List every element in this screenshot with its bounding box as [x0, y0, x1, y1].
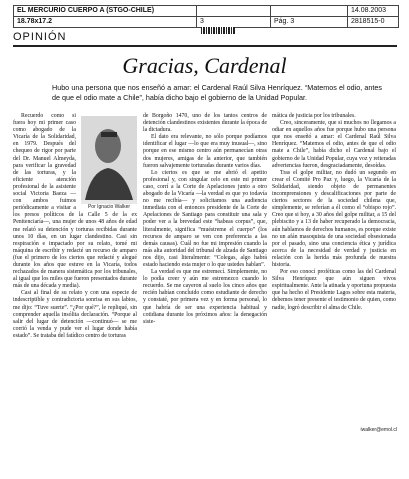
paragraph: La verdad es que me estremecí. Simplemente, no lo podía creer y aún me estremezco cuando lo recuerdo. Se me cayeron al suelo los cinco años que recién habían concluido como estudiante de derecho y constaté, por primera vez y en forma personal, lo que habría de ser una experiencia habitual y cotidiana durante los próximos años: la denegación siste-	[143, 269, 267, 325]
page-number: Pág. 3	[271, 17, 348, 27]
paragraph: mática de justicia por los tribunales.	[272, 113, 356, 119]
meta-row-2	[14, 16, 398, 27]
meta-empty-1	[197, 6, 271, 16]
barcode-icon	[201, 27, 235, 34]
photo-caption: Por Ignacio Walker	[81, 204, 137, 210]
newspaper-name: EL MERCURIO CUERPO A (STGO-CHILE)	[14, 6, 197, 16]
clip-count: 3	[197, 17, 271, 27]
paragraph: Creo, sinceramente, que si muchos no llegamos a odiar en aquellos años fue porque hubo una persona que nos enseñó a amar: el Cardenal Raúl Silva Henríquez. “Matemos el odio, antes de que el odio mate a Chile”, había dicho el Cardenal bajo el gobierno de la Unidad Popular, cuya voz y reiteradas advertencias fueron, desgraciadamente, desoídas.	[272, 120, 396, 169]
paragraph: Tras el golpe militar, no dudó un segundo en crear el Comité Pro Paz y, luego, la Vicaría de la Solidaridad, siendo objeto de permanentes incomprensiones y descalificaciones por parte de ciertos sectores de la sociedad chilena que, simplemente, se referían a él como el “obispo rojo”. Creo que si hoy, a 30 años del golpe militar, a 15 del plebiscito y a 13 de haber recuperado la democracia, aún hablamos de derechos humanos, es porque existe no un afán masoquista de una sociedad obsesionada por el pasado, sino una conciencia ética y jurídica acerca de la necesidad de verdad y justicia en relación con la herida más profunda de nuestra historia.	[272, 169, 396, 268]
paragraph: Casi al final de su relato y con una especie de indescriptible y contradictoria sonrisa en sus labios, me dijo: “Tuve suerte”. “¿Por qué?”, le repliqué, sin comprender aquella insólita declaración. “Porque al salir del lugar de detención —continuó— se me corrió la venda y pude ver el lugar donde había estado”. Se trataba del fatídico centro de torturas	[13, 290, 137, 339]
paragraph: El dato era relevante, no sólo porque podíamos identificar el lugar —lo que era muy inusual—, sino porque en ese mismo centro aún permanecían otras dos mujeres, amigas de la anterior, que también fueron salvajemente torturadas durante varios días.	[143, 134, 267, 169]
section-label: OPINIÓN	[13, 31, 67, 43]
clip-dimensions: 18.78x17.2	[14, 17, 197, 27]
author-email: iwalker@emol.cl	[360, 427, 397, 433]
article-title: Gracias, Cardenal	[122, 53, 287, 78]
header-meta-table	[13, 5, 399, 28]
meta-empty-2	[271, 6, 348, 16]
meta-row-1	[14, 6, 398, 16]
author-photo	[81, 116, 137, 210]
section-rule	[13, 45, 397, 47]
paragraph: Recuerdo como si fuera hoy mi primer caso como abogado de la Vicaría de la Solidaridad, en 1979. Después del chequeo de rigor por parte del Dr. Manuel Almeyda, para verificar la gravedad de las torturas, y la eficiente atención profesional de la asistente social Victoria Baeza —con ambos fuimos periódicamente a visitar a los presos políticos de la Calle 5 de la ex Penitenciaría—, una mujer de unos 48 años de edad me relató su detención y torturas recibidas durante unos 10 días, en un lugar clandestino. Casi sin respiración e impactado por su relato, tomé mi máquina de escribir y redacté un recurso de amparo (fue el primero de los ciertos que redacté y alegué durante los años que estuve en la Vicaría, todos rechazados de manera sistemática por los tribunales, al igual que los miles que fueron presentados durante más de una década y media).	[13, 113, 137, 290]
column-1	[13, 113, 137, 340]
paragraph: Por eso conocí proféticas como las del Cardenal Silva Henríquez que aún siguen vivos espiritualmente. Ante la atinada y oportuna propuesta que ha hecho el Presidente Lagos sobre esta materia, debemos tener presente el testimonio de quien, como nadie, logró describir el alma de Chile.	[272, 269, 396, 311]
clip-id: 2818515-0	[351, 18, 385, 25]
column-2	[143, 113, 267, 326]
article-lede: Hubo una persona que nos enseñó a amar: el Cardenal Raúl Silva Henríquez. “Matemos el odio, antes de que el odio mate a Chile”, había dicho bajo el gobierno de la Unidad Popular.	[52, 83, 382, 102]
column-3	[272, 113, 396, 312]
portrait-icon	[81, 116, 137, 200]
paragraph: Lo ciertos es que se me abrió el apetito profesional y, con singular celo en este mi primer caso, corrí a la Corte de Apelaciones junto a otro abogado de la Vicaría —la verdad es que yo todavía no me recibía— y solicitamos una audiencia inmediata con el entonces presidente de la Corte de Apelaciones de Santiago para constituir una sala y poder ver a la brevedad este “habeas corpus”, que, literalmente, significa “muéstreme el cuerpo” (los recursos de amparo se ven con preferencia a las demás causas). Cuál no fue mi impresión cuando la más alta autoridad del tribunal de alzada de Santiago nos dijo, casi literalmente: “Colegas, algo habrá estado haciendo esta mujer o lo que ustedes hablan”.	[143, 169, 267, 268]
publication-date: 14.08.2003	[351, 7, 387, 14]
paragraph: de Borgoño 1470, uno de los tantos centros de detención clandestinos existentes durante la época de la dictadura.	[143, 113, 267, 134]
